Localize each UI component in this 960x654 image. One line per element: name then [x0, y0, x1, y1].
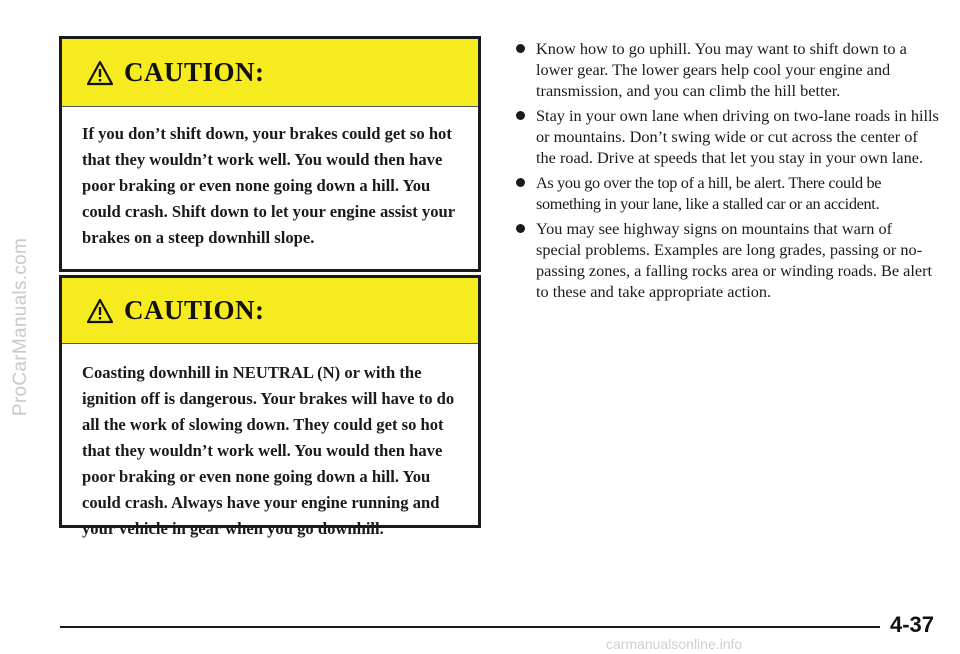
bullet-icon [516, 111, 525, 120]
footer-rule [60, 626, 880, 628]
list-item [502, 105, 940, 168]
caution-text: If you don’t shift down, your brakes could get so hot that they wouldn’t work well. You would then have poor braking or even none going down a hill. You could crash. Shift down to let your engine assist your brakes on a steep downhill slope. [82, 124, 455, 247]
list-item-text: You may see highway signs on mountains that warn of special problems. Examples are long grades, passing or no-passing zones, a falling rocks area or winding roads. Be alert to these and take appropriate action. [536, 219, 933, 301]
caution-box-shift-down [59, 36, 481, 272]
caution-title: CAUTION: [124, 57, 265, 87]
caution-text: Coasting downhill in NEUTRAL (N) or with the ignition off is dangerous. Your brakes will have to do all the work of slowing down. They could get so hot that they wouldn’t work well. You would then have poor braking or even none going down a hill. You could crash. Always have your engine running and your vehicle in gear when you go downhill. [82, 363, 455, 538]
caution-title: CAUTION: [124, 295, 265, 325]
page-number: 4-37 [890, 612, 935, 637]
warning-triangle-icon [86, 298, 114, 324]
caution-banner [62, 278, 478, 344]
hill-driving-tips [502, 38, 940, 306]
list-item [502, 218, 940, 302]
bullet-icon [516, 178, 525, 187]
caution-box-coasting [59, 275, 481, 538]
list-item-text: Know how to go uphill. You may want to shift down to a lower gear. The lower gears help cool your engine and transmission, and you can climb the hill better. [536, 39, 907, 100]
side-watermark [4, 0, 38, 654]
list-item-text: Stay in your own lane when driving on two-lane roads in hills or mountains. Don’t swing wide or cut across the center of the road. Drive at speeds that let you stay in your own lane. [536, 106, 939, 167]
side-watermark-text: ProCarManuals.com [10, 237, 31, 417]
bullet-icon [516, 44, 525, 53]
bullet-icon [516, 224, 525, 233]
list-item [502, 172, 940, 214]
list-item [502, 38, 940, 101]
list-item-text: As you go over the top of a hill, be alert. There could be something in your lane, like a stalled car or an accident. [536, 173, 882, 213]
caution-banner [62, 39, 478, 107]
footer-watermark: carmanualsonline.info [606, 636, 743, 652]
warning-triangle-icon [86, 60, 114, 86]
